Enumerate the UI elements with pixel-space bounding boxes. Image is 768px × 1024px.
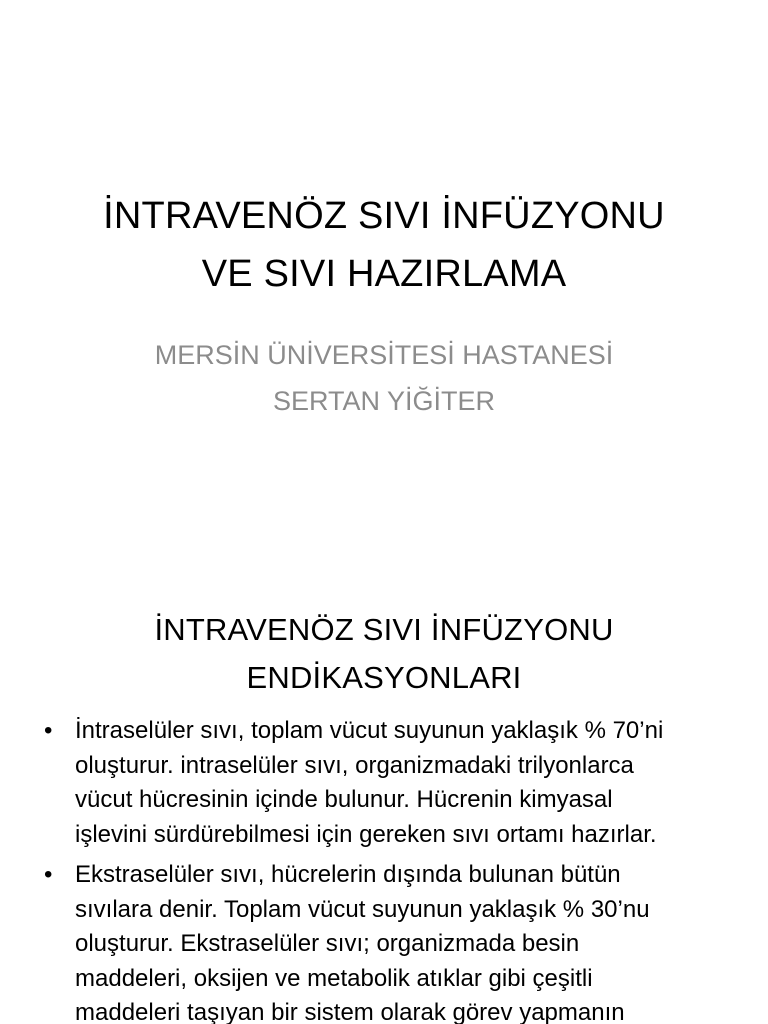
presentation-subtitle bbox=[0, 332, 768, 424]
bullet-marker: • bbox=[44, 861, 53, 888]
bullet-marker: • bbox=[44, 717, 53, 744]
bullet-text-line: vücut hücresinin içinde bulunur. Hücrenin kimyasal bbox=[75, 786, 613, 813]
bullet-item-extracellular bbox=[44, 858, 734, 1024]
bullet-text-line: sıvılara denir. Toplam vücut suyunun yaklaşık % 30’nu bbox=[75, 895, 650, 923]
bullet-item-intracellular bbox=[44, 714, 734, 852]
bullet-text-line: İntraselüler sıvı, toplam vücut suyunun yaklaşık % 70’ni bbox=[75, 717, 664, 744]
bullet-text-line: oluşturur. Ekstraselüler sıvı; organizmada besin bbox=[75, 930, 580, 957]
slide-heading bbox=[0, 606, 768, 702]
slide-indications bbox=[0, 576, 768, 1024]
bullet-text-line: maddeleri, oksijen ve metabolik atıklar gibi çeşitli bbox=[75, 964, 593, 992]
bullet-text-line: işlevini sürdürebilmesi için gereken sıvı ortamı hazırlar. bbox=[75, 820, 657, 848]
bullet-text-line: maddeleri taşıyan bir sistem olarak görev yapmanın bbox=[75, 999, 625, 1024]
bullet-list bbox=[44, 714, 734, 1024]
heading-line-2: ENDİKASYONLARI bbox=[246, 660, 522, 695]
bullet-text-line: oluşturur. intraselüler sıvı, organizmadaki trilyonlarca bbox=[75, 751, 634, 779]
bullet-text-line: Ekstraselüler sıvı, hücrelerin dışında bulunan bütün bbox=[75, 861, 621, 888]
presentation-title bbox=[0, 187, 768, 303]
title-line-1: İNTRAVENÖZ SIVI İNFÜZYONU bbox=[103, 195, 665, 237]
subtitle-institution: MERSİN ÜNİVERSİTESİ HASTANESİ bbox=[154, 340, 614, 370]
heading-line-1: İNTRAVENÖZ SIVI İNFÜZYONU bbox=[154, 612, 614, 647]
subtitle-author: SERTAN YİĞİTER bbox=[272, 386, 496, 416]
title-line-2: VE SIVI HAZIRLAMA bbox=[201, 253, 567, 295]
